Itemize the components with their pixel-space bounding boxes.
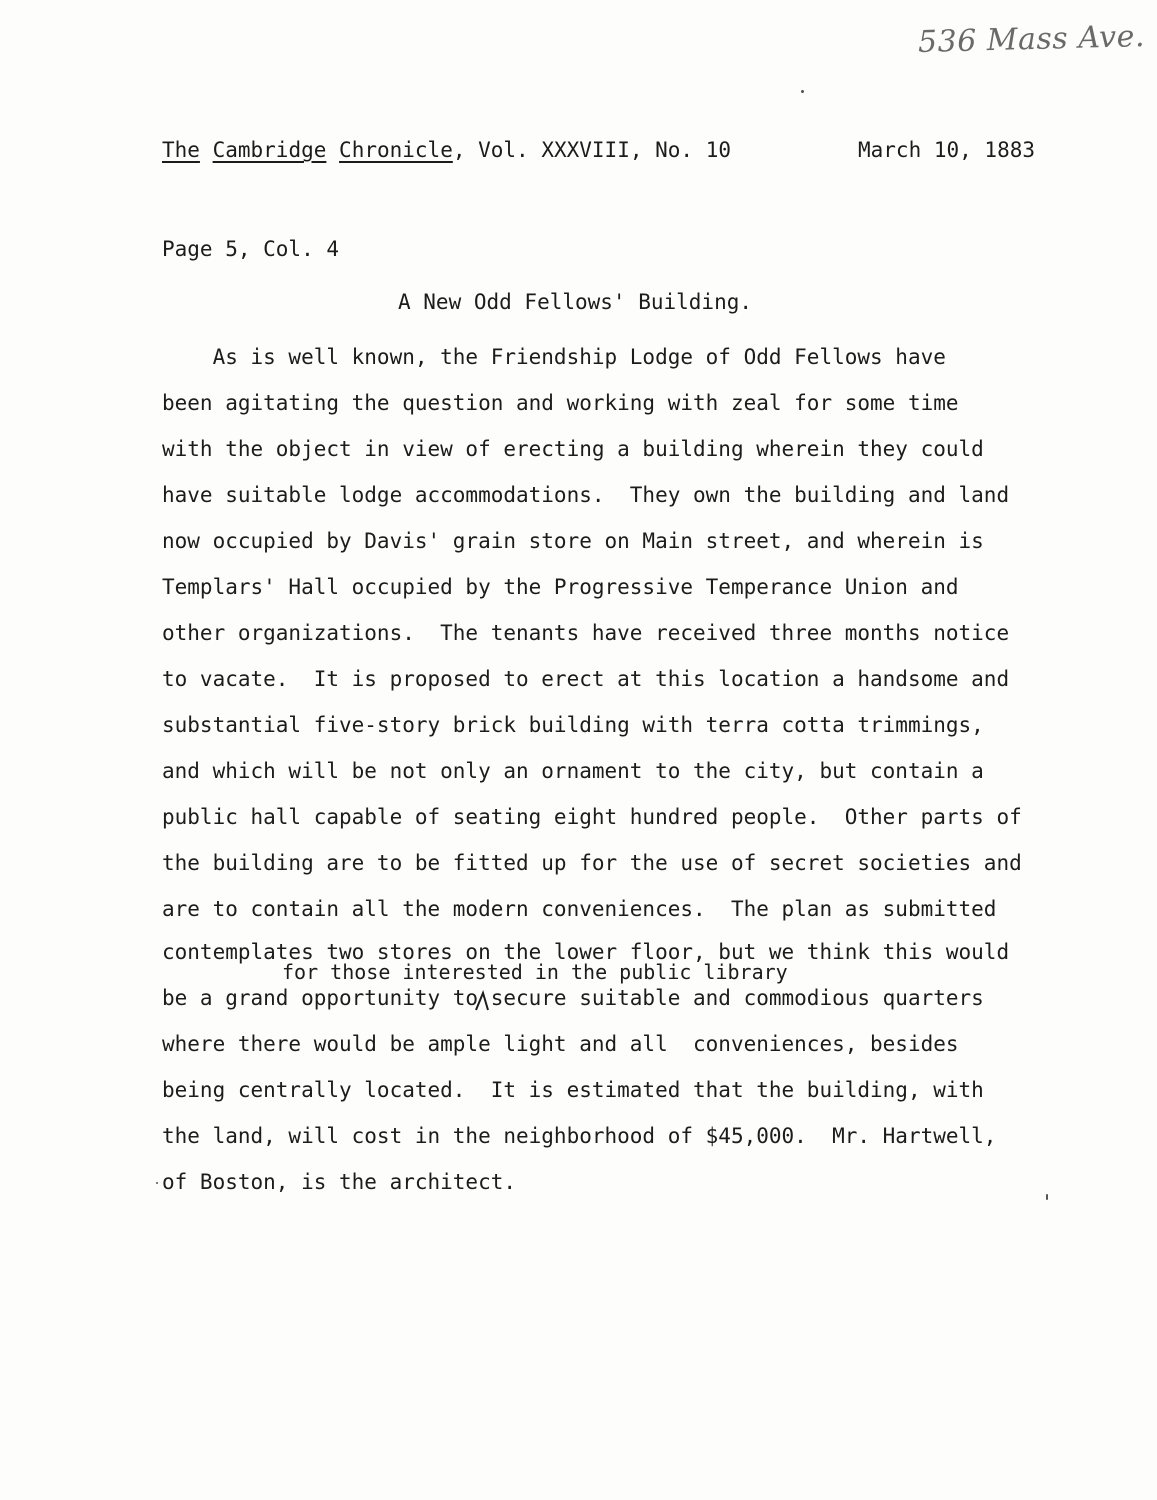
body-line: contemplates two stores on the lower floor, but we think this would (162, 940, 1010, 964)
paper-speck (801, 90, 804, 93)
body-line: are to contain all the modern conveniences. The plan as submitted (162, 897, 997, 921)
body-line: with the object in view of erecting a building wherein they could (162, 437, 984, 461)
body-line: As is well known, the Friendship Lodge of Odd Fellows have (162, 345, 946, 369)
publication-date: March 10, 1883 (858, 138, 1036, 162)
body-line: other organizations. The tenants have received three months notice (162, 621, 1010, 645)
page-column-reference: Page 5, Col. 4 (162, 237, 340, 261)
body-line: Templars' Hall occupied by the Progressive Temperance Union and (162, 575, 959, 599)
body-line: to vacate. It is proposed to erect at this location a handsome and (162, 667, 1010, 691)
publication-name-chronicle: Chronicle (339, 138, 453, 162)
insertion-caret-icon (474, 990, 490, 1012)
paper-speck (1046, 1194, 1048, 1200)
body-line: now occupied by Davis' grain store on Main street, and wherein is (162, 529, 984, 553)
body-line: substantial five-story brick building with terra cotta trimmings, (162, 713, 984, 737)
body-line: been agitating the question and working with zeal for some time (162, 391, 959, 415)
handwritten-address-note: 536 Mass Ave. (917, 19, 1146, 60)
body-line: of Boston, is the architect. (162, 1170, 517, 1194)
body-line: the building are to be fitted up for the use of secret societies and (162, 851, 1022, 875)
article-title: A New Odd Fellows' Building. (398, 290, 753, 314)
body-line: where there would be ample light and all conveniences, besides (162, 1032, 959, 1056)
body-line: and which will be not only an ornament to the city, but contain a (162, 759, 984, 783)
body-line: have suitable lodge accommodations. They own the building and land (162, 483, 1010, 507)
publication-name-the: The (162, 138, 200, 162)
paper-speck (156, 1182, 158, 1184)
body-line: being centrally located. It is estimated that the building, with (162, 1078, 984, 1102)
inserted-correction-text: for those interested in the public library (282, 960, 788, 984)
body-line: be a grand opportunity to secure suitable and commodious quarters (162, 986, 984, 1010)
volume-number: , Vol. XXXVIII, No. 10 (452, 138, 731, 162)
publication-header (162, 138, 731, 162)
publication-name-cambridge: Cambridge (212, 138, 327, 162)
body-line: the land, will cost in the neighborhood of $45,000. Mr. Hartwell, (162, 1124, 997, 1148)
body-line: public hall capable of seating eight hundred people. Other parts of (162, 805, 1022, 829)
